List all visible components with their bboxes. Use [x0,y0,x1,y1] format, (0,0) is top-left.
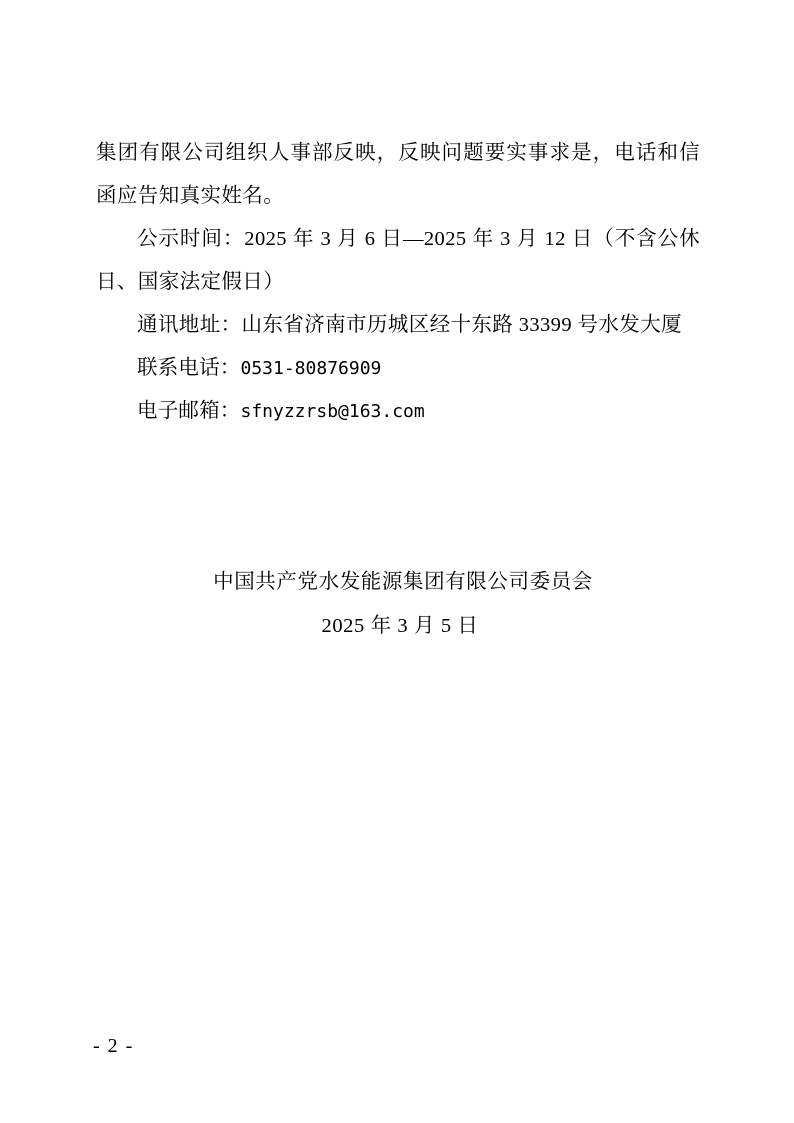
address-value: 山东省济南市历城区经十东路 33399 号水发大厦 [241,314,682,336]
address-label: 通讯地址： [137,314,242,336]
page-number-footer: - 2 - [93,1035,134,1057]
paragraph-report-channel: 集团有限公司组织人事部反映，反映问题要实事求是，电话和信函应告知真实姓名。 [96,142,700,207]
signature-block [96,560,700,648]
paragraph-address [96,304,700,347]
paragraph-public-period: 公示时间：2025 年 3 月 6 日—2025 年 3 月 12 日（不含公休日、国家法定假日） [96,228,700,293]
signature-date: 2025 年 3 月 5 日 [321,615,479,637]
document-body [96,132,700,433]
signature-organization: 中国共产党水发能源集团有限公司委员会 [213,571,593,593]
phone-value: 0531-80876909 [240,358,382,379]
email-label: 电子邮箱： [137,400,241,422]
email-value: sfnyzzrsb@163.com [240,401,425,422]
paragraph-phone [96,347,700,390]
phone-label: 联系电话： [137,357,241,379]
paragraph-email [96,390,700,433]
